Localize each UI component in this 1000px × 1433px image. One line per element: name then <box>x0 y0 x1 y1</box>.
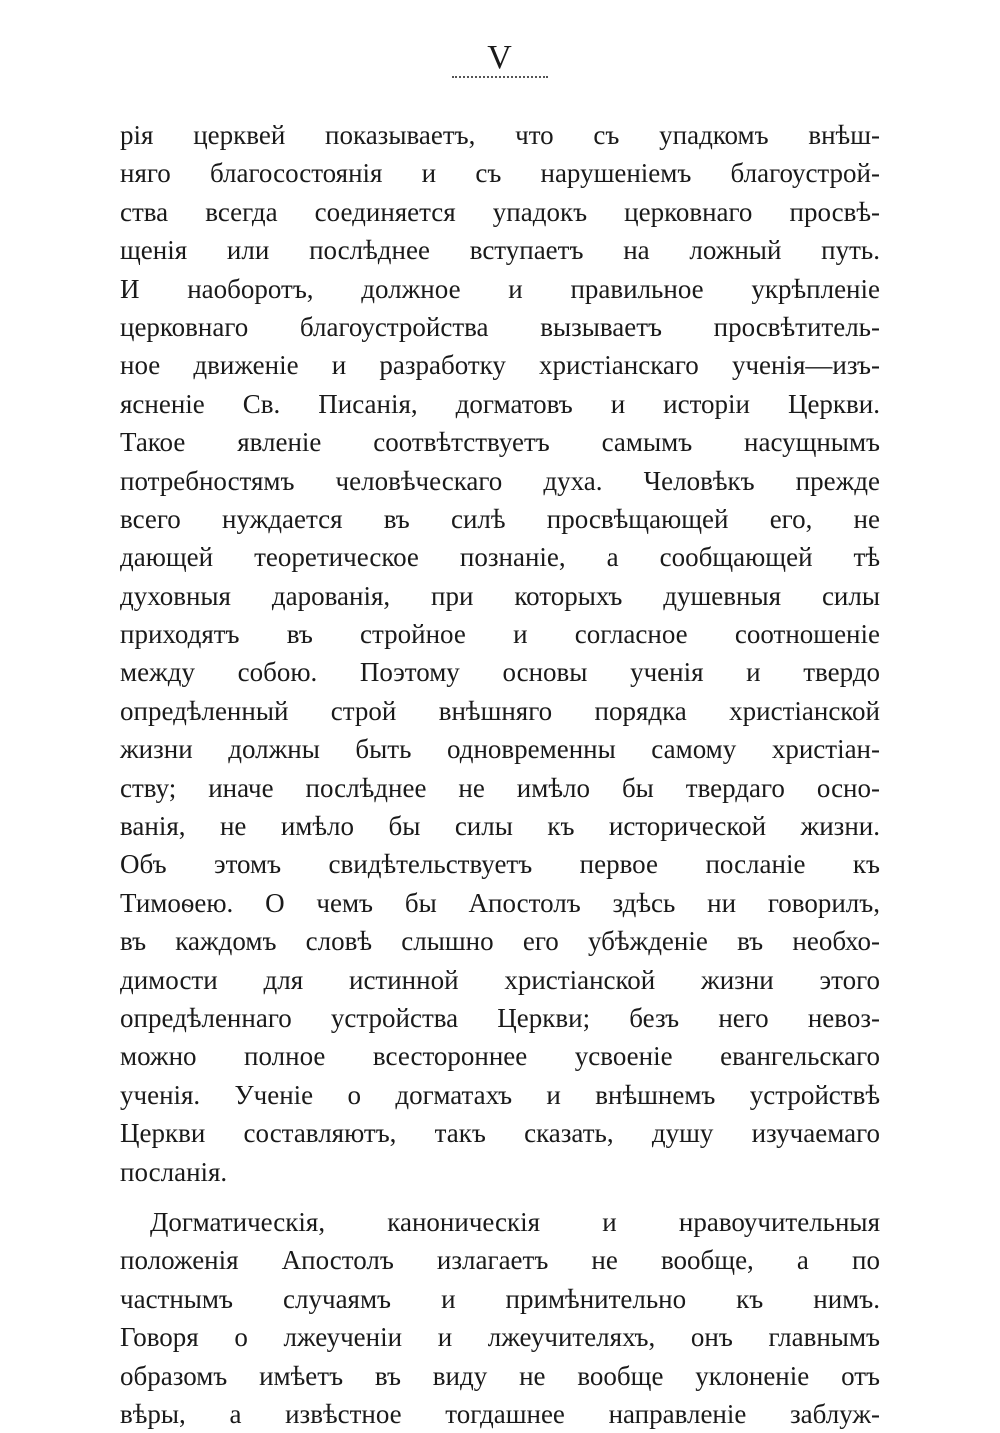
paragraph-2 <box>120 1203 880 1433</box>
text-line: можно полное всестороннее усвоеніе евангельскаго <box>120 1041 880 1072</box>
text-line: образомъ имѣетъ въ виду не вообще уклоненіе отъ <box>120 1360 880 1391</box>
text-line: опредѣленный строй внѣшняго порядка христіанской <box>120 695 880 726</box>
text-line: щенія или послѣднее вступаетъ на ложный путь. <box>120 235 880 266</box>
text-line: всего нуждается въ силѣ просвѣщающей его, не <box>120 503 880 534</box>
text-line: няго благосостоянія и съ нарушеніемъ благоустрой- <box>120 158 880 189</box>
paragraph-gap <box>120 1191 880 1203</box>
text-line: опредѣленнаго устройства Церкви; безъ него невоз- <box>120 1002 880 1033</box>
text-line: Объ этомъ свидѣтельствуетъ первое посланіе къ <box>120 849 880 880</box>
text-line: въ каждомъ словѣ слышно его убѣжденіе въ необхо- <box>120 926 880 957</box>
text-line: Такое явленіе соотвѣтствуетъ самымъ насущнымъ <box>120 427 880 458</box>
header-rule <box>452 76 548 78</box>
text-line: между собою. Поэтому основы ученія и твердо <box>120 657 880 688</box>
text-line: духовныя дарованія, при которыхъ душевныя силы <box>120 580 880 611</box>
text-line: Церкви составляютъ, такъ сказать, душу изучаемаго <box>120 1118 880 1149</box>
text-line: Говоря о лжеученіи и лжеучителяхъ, онъ главнымъ <box>120 1322 880 1353</box>
text-line: посланія. <box>120 1156 228 1187</box>
text-line: потребностямъ человѣческаго духа. Человѣкъ прежде <box>120 465 880 496</box>
text-line: рія церквей показываетъ, что съ упадкомъ внѣш- <box>120 120 880 150</box>
text-line: дающей теоретическое познаніе, а сообщающей тѣ <box>120 542 880 573</box>
text-line: ное движеніе и разработку христіанскаго ученія—изъ- <box>120 350 880 381</box>
text-line: Тимоѳею. О чемъ бы Апостолъ здѣсь ни говорилъ, <box>120 887 880 918</box>
body-text <box>120 116 880 1433</box>
text-line: ству; иначе послѣднее не имѣло бы твердаго осно- <box>120 772 880 803</box>
page-number: V <box>487 39 513 76</box>
text-line: димости для истинной христіанской жизни этого <box>120 964 880 995</box>
text-line: ванія, не имѣло бы силы къ исторической жизни. <box>120 811 880 842</box>
text-line: вѣры, а извѣстное тогдашнее направленіе заблуж- <box>120 1398 880 1429</box>
text-line: приходятъ въ стройное и согласное соотношеніе <box>120 619 880 650</box>
text-line: церковнаго благоустройства вызываетъ просвѣтитель- <box>120 311 880 342</box>
text-line: ясненіе Св. Писанія, догматовъ и исторіи Церкви. <box>120 388 880 419</box>
text-line: частнымъ случаямъ и примѣнительно къ нимъ. <box>120 1283 880 1314</box>
text-line: жизни должны быть одновременны самому христіан- <box>120 734 880 765</box>
text-line: Догматическія, каноническія и нравоучительныя <box>150 1206 880 1237</box>
text-line: ства всегда соединяется упадокъ церковнаго просвѣ- <box>120 196 880 227</box>
text-line: И наоборотъ, должное и правильное укрѣпленіе <box>120 273 880 304</box>
text-line: ученія. Ученіе о догматахъ и внѣшнемъ устройствѣ <box>120 1079 880 1110</box>
text-line: положенія Апостолъ излагаетъ не вообще, а по <box>120 1245 880 1276</box>
paragraph-1 <box>120 116 880 1191</box>
